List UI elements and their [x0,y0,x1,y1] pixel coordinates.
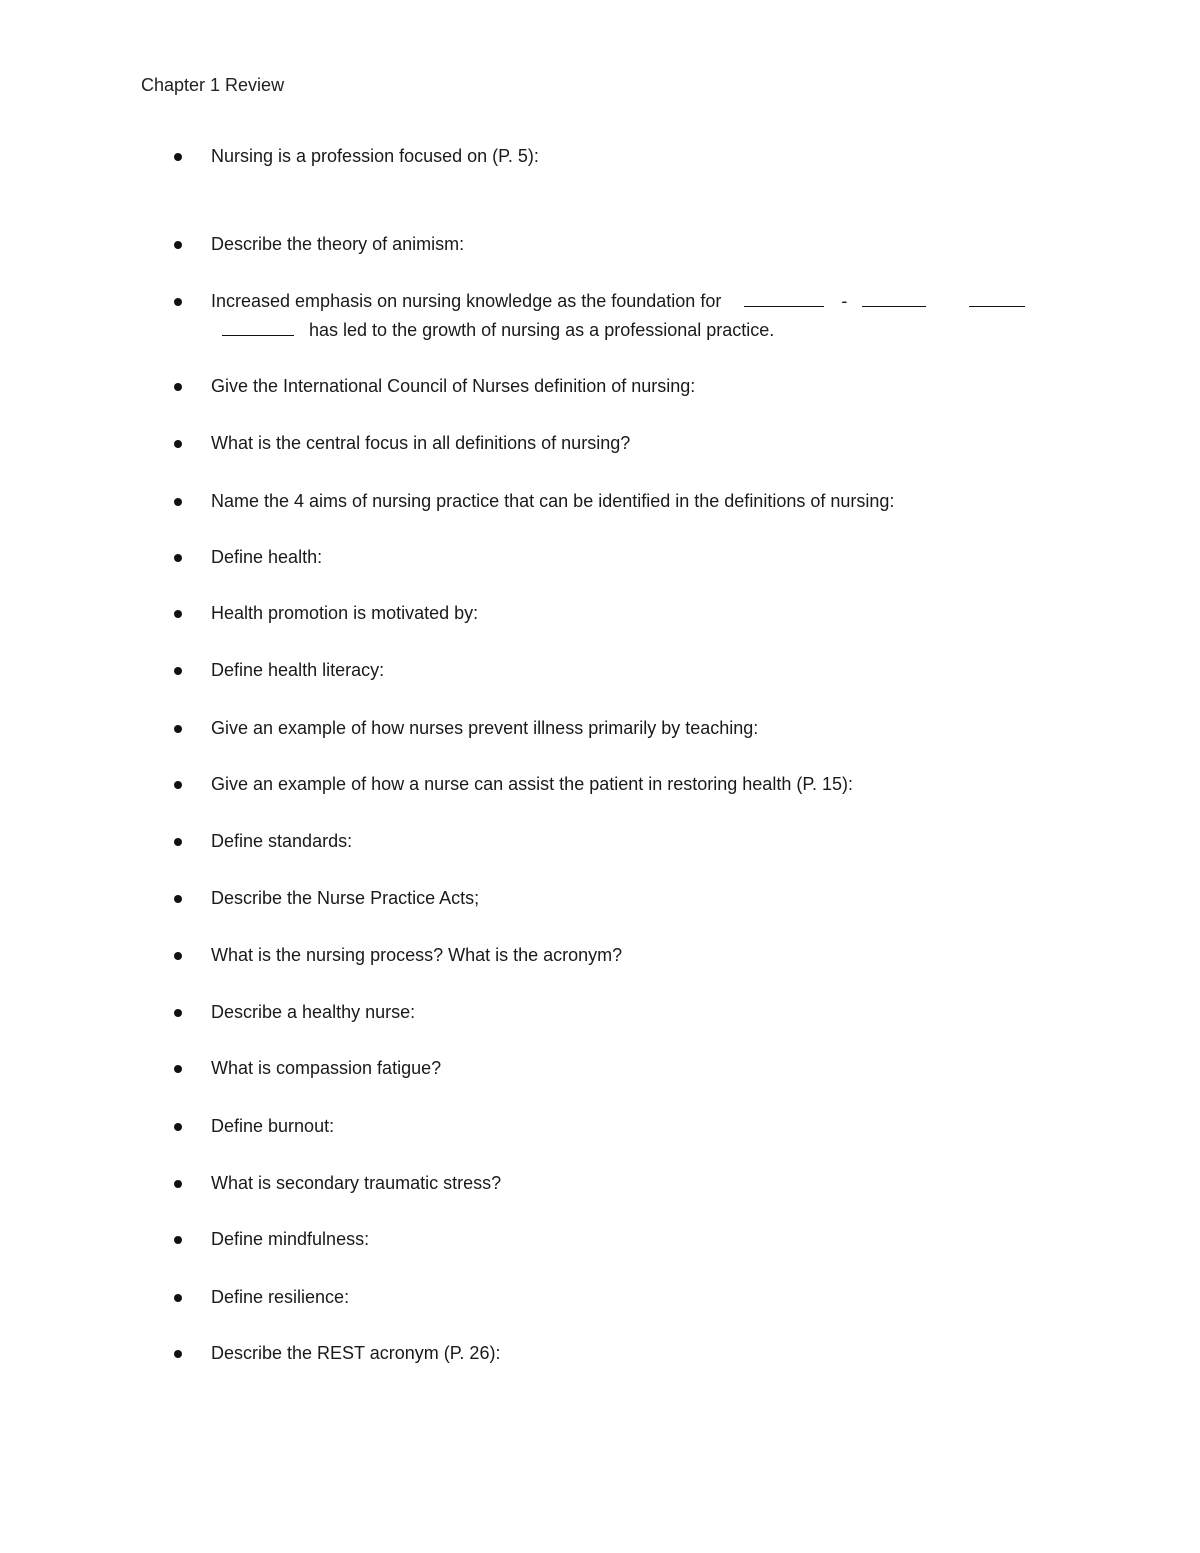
question-text: Give an example of how nurses prevent illness primarily by teaching: [211,718,759,738]
fill-blank [969,288,1025,307]
bullet-icon [174,153,182,161]
fill-blank [222,317,294,336]
bullet-icon [174,781,182,789]
dash-separator: - [841,291,848,311]
bullet-icon [174,1350,182,1358]
bullet-icon [174,895,182,903]
bullet-icon [174,952,182,960]
bullet-icon [174,1009,182,1017]
question-text: What is the nursing process? What is the acronym? [211,945,623,965]
bullet-icon [174,1180,182,1188]
list-item [174,287,1074,347]
question-text: What is the central focus in all definitions of nursing? [211,433,631,453]
bullet-icon [174,610,182,618]
bullet-icon [174,498,182,506]
fill-blank [744,288,824,307]
bullet-icon [174,667,182,675]
question-text: Name the 4 aims of nursing practice that can be identified in the definitions of nursing: [211,491,895,511]
bullet-icon [174,554,182,562]
question-text: Describe a healthy nurse: [211,1002,416,1022]
fill-blank [862,288,926,307]
question-text: Describe the theory of animism: [211,234,465,254]
question-text: Health promotion is motivated by: [211,603,479,623]
question-text: Define standards: [211,831,353,851]
bullet-icon [174,383,182,391]
bullet-icon [174,838,182,846]
document-title: Chapter 1 Review [141,75,285,95]
bullet-icon [174,1294,182,1302]
question-text: Describe the REST acronym (P. 26): [211,1343,501,1363]
question-text: Nursing is a profession focused on (P. 5): [211,146,539,166]
question-text: Describe the Nurse Practice Acts; [211,888,480,908]
bullet-icon [174,241,182,249]
question-text-part: has led to the growth of nursing as a professional practice. [309,320,775,340]
question-text: Define resilience: [211,1287,350,1307]
bullet-icon [174,298,182,306]
bullet-icon [174,725,182,733]
question-text: Define health literacy: [211,660,385,680]
question-continuation [222,316,774,344]
question-text: Give the International Council of Nurses definition of nursing: [211,376,696,396]
bullet-icon [174,1123,182,1131]
question-text: Define health: [211,547,323,567]
question-text: Define mindfulness: [211,1229,370,1249]
question-text: What is compassion fatigue? [211,1058,442,1078]
question-text: Give an example of how a nurse can assist the patient in restoring health (P. 15): [211,774,854,794]
question-text [211,287,1025,315]
bullet-icon [174,1236,182,1244]
bullet-icon [174,1065,182,1073]
question-text: What is secondary traumatic stress? [211,1173,502,1193]
question-text-part: Increased emphasis on nursing knowledge as the foundation for [211,291,722,311]
bullet-icon [174,440,182,448]
question-text: Define burnout: [211,1116,335,1136]
